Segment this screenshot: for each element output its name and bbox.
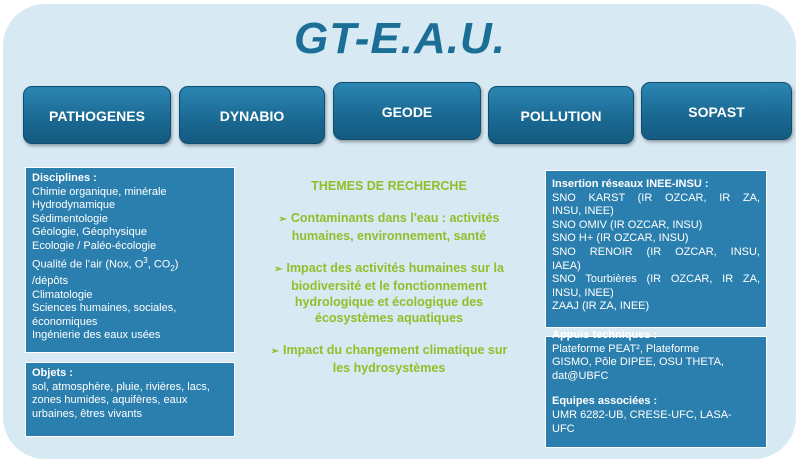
discipline-item: Chimie organique, minérale	[32, 185, 167, 198]
research-themes	[244, 178, 534, 392]
theme-line: Impact du changement climatique sur	[283, 343, 508, 357]
arrow-icon: ➢	[274, 264, 283, 275]
disciplines-box	[25, 167, 235, 353]
theme-line: écosystèmes aquatiques	[315, 311, 463, 325]
discipline-item: /dépôts	[32, 275, 69, 287]
arrow-icon: ➢	[270, 346, 280, 357]
theme-line: Contaminants dans l'eau : activités	[290, 211, 500, 225]
discipline-item: Ingénierie des eaux usées	[32, 329, 161, 342]
o3-superscript: 3	[143, 255, 148, 265]
reseaux-line: SNO H+ (IR OZCAR, INSU)	[552, 232, 689, 245]
themes-title: THEMES DE RECHERCHE	[311, 179, 467, 193]
objets-box	[25, 362, 235, 437]
group-button-geode[interactable]	[333, 82, 481, 140]
appuis-heading: Appuis techniques :	[552, 329, 658, 341]
discipline-item: Hydrodynamique	[32, 199, 116, 212]
theme-line: humaines, environnement, santé	[291, 229, 487, 243]
appuis-content	[552, 329, 760, 436]
objets-line: sol, atmosphère, pluie, rivières, lacs,	[32, 380, 210, 393]
discipline-item: économiques	[32, 315, 98, 328]
reseaux-box	[545, 170, 767, 328]
theme-line: hydrologique et écologique des	[294, 295, 484, 309]
reseaux-line: INSU, INEE)	[552, 286, 614, 299]
appuis-box	[545, 329, 767, 448]
group-button-dynabio[interactable]	[179, 86, 325, 144]
group-label: DYNABIO	[219, 108, 285, 124]
reseaux-line: SNO OMIV (IR OZCAR, INSU)	[552, 218, 703, 231]
reseaux-line: SNO RENOIR (IR OZCAR, INSU,	[552, 245, 760, 258]
objets-line: urbaines, êtres vivants	[32, 407, 143, 420]
reseaux-line: INSU, INEE)	[552, 205, 614, 218]
discipline-item: Ecologie / Paléo-écologie	[32, 239, 157, 252]
theme-human-impact	[244, 260, 534, 326]
equipes-heading: Equipes associées :	[552, 395, 658, 408]
theme-line: biodiversité et le fonctionnement	[291, 279, 487, 293]
discipline-item: Sédimentologie	[32, 212, 108, 225]
disciplines-heading: Disciplines :	[32, 172, 97, 184]
group-label: GEODE	[381, 104, 433, 120]
group-label: PATHOGENES	[49, 108, 145, 124]
reseaux-line: SNO Tourbières (IR OZCAR, IR ZA,	[552, 273, 760, 286]
theme-contaminants	[244, 210, 534, 244]
reseaux-line: IAEA)	[552, 259, 581, 272]
reseaux-heading: Insertion réseaux INEE-INSU :	[552, 178, 709, 190]
arrow-icon: ➢	[278, 214, 287, 225]
group-button-sopast[interactable]	[641, 82, 792, 140]
objets-line: zones humides, aquifères, eaux	[32, 394, 188, 407]
discipline-item: Sciences humaines, sociales,	[32, 302, 177, 315]
air-quality-end: )	[174, 258, 179, 271]
theme-climate-change	[244, 342, 534, 376]
group-label: SOPAST	[688, 104, 745, 120]
group-button-pathogenes[interactable]	[23, 86, 171, 144]
equipes-line: UFC	[552, 422, 575, 435]
reseaux-line: SNO KARST (IR OZCAR, IR ZA,	[552, 191, 760, 204]
appuis-line: dat@UBFC	[552, 369, 609, 382]
air-quality-co: , CO	[147, 258, 171, 271]
objets-heading: Objets :	[32, 367, 73, 379]
group-button-pollution[interactable]	[488, 86, 634, 144]
co2-subscript: 2	[170, 263, 175, 273]
appuis-line: GISMO, Pôle DIPEE, OSU THETA,	[552, 356, 724, 369]
reseaux-line: ZAAJ (IR ZA, INEE)	[552, 300, 650, 313]
appuis-spacer	[552, 383, 760, 395]
discipline-item: Géologie, Géophysique	[32, 226, 147, 239]
page-title: GT-E.A.U.	[294, 14, 506, 63]
group-label: POLLUTION	[520, 108, 602, 124]
discipline-item: Climatologie	[32, 288, 93, 301]
appuis-line: Plateforme PEAT², Plateforme	[552, 342, 700, 355]
theme-line: Impact des activités humaines sur la	[286, 261, 504, 275]
equipes-line: UMR 6282-UB, CRESE-UFC, LASA-	[552, 408, 732, 421]
theme-line: les hydrosystèmes	[332, 361, 446, 375]
discipline-item-air-quality	[32, 254, 228, 275]
air-quality-text: Qualité de l’air (Nox, O	[32, 258, 144, 271]
